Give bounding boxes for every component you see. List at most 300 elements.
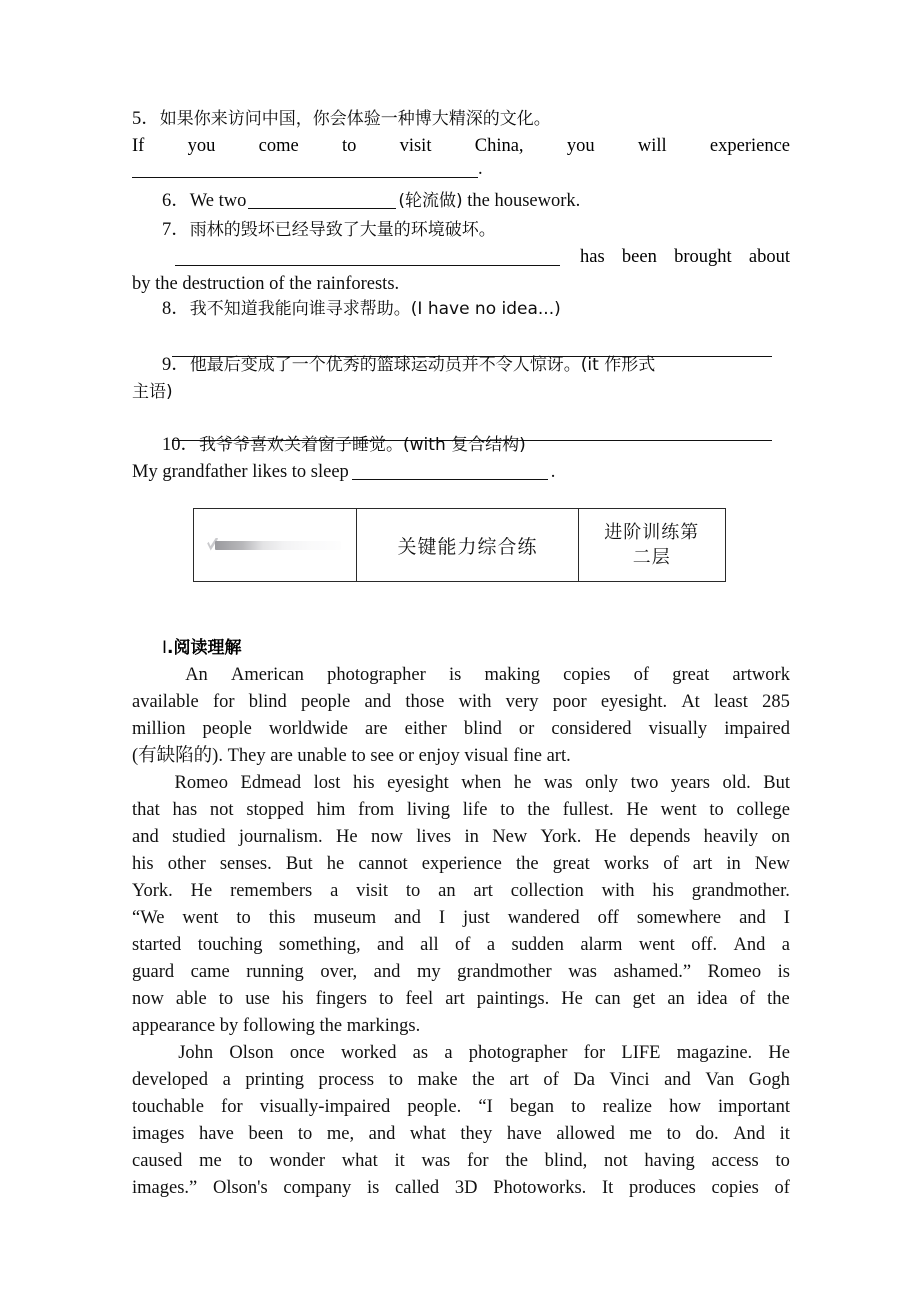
word: art	[445, 989, 465, 1009]
exercise-item-6	[132, 188, 580, 215]
word: developed	[132, 1070, 209, 1090]
word: do.	[695, 1124, 719, 1144]
paragraph-line	[132, 1175, 790, 1202]
paragraph-line	[132, 1040, 790, 1067]
word: for	[583, 1043, 606, 1063]
word: wandered	[507, 908, 580, 928]
word: And	[733, 1124, 766, 1144]
word: York.	[540, 827, 582, 847]
word: touching	[197, 935, 263, 955]
word: was	[421, 1151, 451, 1171]
word: ashamed.”	[613, 962, 692, 982]
word: of	[633, 665, 650, 685]
exercise-item-7	[132, 217, 790, 298]
word: in	[726, 854, 741, 874]
reading-paragraph-3	[132, 1040, 790, 1202]
word: journalism.	[238, 827, 323, 847]
item-7-english-continuation: by the destruction of the rainforests.	[132, 274, 400, 294]
word: called	[395, 1178, 440, 1198]
word: and	[394, 908, 421, 928]
reading-paragraph-2	[132, 770, 790, 1040]
item-5-answer-blank[interactable]	[132, 177, 478, 178]
word: his	[352, 773, 375, 793]
word: idea	[696, 989, 728, 1009]
word: “I	[478, 1097, 493, 1117]
word: able	[175, 989, 207, 1009]
word: experience	[709, 136, 790, 156]
word: was	[543, 773, 573, 793]
word: he	[513, 773, 532, 793]
word: me	[629, 1124, 653, 1144]
word: is	[777, 962, 790, 982]
word: in	[464, 827, 479, 847]
word: and	[377, 935, 404, 955]
item-9-chinese-line-1	[132, 352, 790, 379]
word: images.”	[132, 1178, 198, 1198]
word: blind,	[544, 1151, 588, 1171]
word: a	[486, 935, 496, 955]
banner-level-label	[604, 520, 699, 570]
item-5-chinese-text: 如果你来访问中国，你会体验一种博大精深的文化。	[159, 109, 551, 129]
word: a	[781, 935, 790, 955]
word: two	[630, 773, 659, 793]
word: fullest.	[562, 800, 614, 820]
word: has	[172, 800, 198, 820]
word: will	[637, 136, 667, 156]
banner-level-line-1: 进阶训练第	[604, 522, 700, 543]
word: with	[458, 692, 492, 712]
word: me,	[326, 1124, 355, 1144]
word: photographer	[327, 665, 426, 685]
word: what	[341, 1151, 378, 1171]
word: But	[285, 854, 313, 874]
item-5-answer-blank-row	[132, 160, 790, 187]
word: a	[222, 1070, 231, 1090]
word: cannot	[358, 854, 408, 874]
item-10-chinese-text: 我爷爷喜欢关着窗子睡觉。(with 复合结构)	[199, 435, 526, 455]
word: It	[602, 1178, 614, 1198]
word: to	[571, 1097, 586, 1117]
word: alarm	[580, 935, 623, 955]
word: went	[660, 800, 697, 820]
word: somewhere	[636, 908, 722, 928]
word: allowed	[556, 1124, 615, 1144]
paragraph-line	[132, 986, 790, 1013]
word: New	[754, 854, 790, 874]
word: Van	[705, 1070, 735, 1090]
word: stopped	[246, 800, 304, 820]
paragraph-line	[132, 905, 790, 932]
exercise-item-5	[132, 106, 790, 187]
word: senses.	[219, 854, 272, 874]
word: Olson's	[212, 1178, 268, 1198]
item-7-chinese-line	[132, 217, 790, 244]
item-5-number: 5．	[132, 109, 160, 129]
reading-paragraph-1	[132, 662, 790, 770]
word: art	[473, 881, 493, 901]
banner-title-label: 关键能力综合练	[397, 535, 538, 558]
word: to	[236, 908, 251, 928]
paragraph-line	[132, 770, 790, 797]
word: great	[552, 854, 590, 874]
word: lost	[313, 773, 341, 793]
paragraph-line	[132, 1148, 790, 1175]
word: Vinci	[609, 1070, 650, 1090]
word: college	[736, 800, 790, 820]
word: produces	[629, 1178, 696, 1198]
word: remembers	[230, 881, 313, 901]
word: people	[300, 692, 351, 712]
word: can	[594, 989, 621, 1009]
word: they	[460, 1124, 493, 1144]
word: copies	[711, 1178, 759, 1198]
word: He	[336, 827, 358, 847]
word: an	[667, 989, 685, 1009]
word: visually	[648, 719, 708, 739]
word: old.	[722, 773, 751, 793]
word: LIFE	[621, 1043, 661, 1063]
word: least	[714, 692, 748, 712]
word: are	[365, 719, 388, 739]
word: went	[182, 908, 219, 928]
word: has	[580, 247, 605, 267]
word: to	[405, 881, 421, 901]
paragraph-line	[132, 1067, 790, 1094]
word: he	[326, 854, 345, 874]
word: 3D	[454, 1178, 478, 1198]
word: it	[779, 1124, 790, 1144]
word: me	[199, 1151, 222, 1171]
word: came	[190, 962, 230, 982]
word: access	[711, 1151, 759, 1171]
word: He	[594, 827, 617, 847]
word: Edmead	[240, 773, 302, 793]
item-7-answer-blank[interactable]	[175, 265, 560, 266]
word: a	[444, 1043, 453, 1063]
reading-section-heading	[132, 633, 241, 658]
item-5-period: .	[478, 159, 483, 179]
word: paintings.	[476, 989, 550, 1009]
section-banner	[193, 508, 726, 582]
word: people.	[407, 1097, 462, 1117]
word: images	[132, 1124, 185, 1144]
word: studied	[172, 827, 226, 847]
word: He	[626, 800, 648, 820]
faded-highlight-bar-icon	[215, 541, 341, 550]
word: the	[505, 1151, 528, 1171]
word: process	[318, 1070, 375, 1090]
word: come	[258, 136, 299, 156]
item-9-chinese-line-2: 主语)	[132, 382, 173, 402]
word: on	[771, 827, 790, 847]
word: to	[218, 989, 234, 1009]
word: him	[316, 800, 346, 820]
word: 285	[762, 692, 790, 712]
item-10-english-text: My grandfather likes to sleep	[132, 462, 349, 482]
word: those	[405, 692, 445, 712]
word: sudden	[511, 935, 564, 955]
word: And	[733, 935, 766, 955]
word: the	[516, 854, 539, 874]
word: and	[132, 827, 159, 847]
paragraph-line	[132, 716, 790, 743]
word: and	[664, 1070, 691, 1090]
word: the	[472, 1070, 495, 1090]
item-6-text-after: the housework.	[467, 191, 581, 211]
item-8-chinese-text: 我不知道我能向谁寻求帮助。(I have no idea...)	[189, 299, 561, 319]
word: with	[601, 881, 635, 901]
word: to	[379, 989, 394, 1009]
word: experience	[421, 854, 502, 874]
word: an	[438, 881, 456, 901]
word: heavily	[703, 827, 759, 847]
paragraph-line	[132, 932, 790, 959]
word: to	[341, 136, 357, 156]
word: great	[672, 665, 710, 685]
word: I	[783, 908, 790, 928]
word: to	[238, 1151, 253, 1171]
word: worldwide	[268, 719, 348, 739]
word: grandmother.	[691, 881, 790, 901]
word: “We	[132, 908, 165, 928]
word: poor	[552, 692, 587, 712]
word: you	[187, 136, 216, 156]
word: to	[297, 1124, 313, 1144]
word: magazine.	[676, 1043, 753, 1063]
word: life	[462, 800, 488, 820]
word: not	[604, 1151, 628, 1171]
item-6-answer-blank[interactable]	[248, 193, 396, 209]
word: my	[416, 962, 441, 982]
word: make	[417, 1070, 458, 1090]
word: An	[185, 665, 208, 685]
paragraph-line	[132, 959, 790, 986]
word: important	[718, 1097, 790, 1117]
word: other	[167, 854, 206, 874]
word: all	[420, 935, 439, 955]
word: million	[132, 719, 186, 739]
word: you	[566, 136, 595, 156]
word: visually-impaired	[259, 1097, 391, 1117]
word: visit	[399, 136, 432, 156]
word: museum	[313, 908, 377, 928]
word: photographer	[468, 1043, 568, 1063]
paragraph-line	[132, 851, 790, 878]
word: grandmother	[457, 962, 552, 982]
word: But	[763, 773, 790, 793]
word: about	[748, 247, 790, 267]
word: been	[621, 247, 657, 267]
banner-level-line-2: 二层	[632, 547, 671, 568]
word: considered	[551, 719, 632, 739]
word: went	[638, 935, 675, 955]
word: for	[212, 692, 235, 712]
word: and	[739, 908, 766, 928]
word: get	[632, 989, 656, 1009]
word: something,	[278, 935, 361, 955]
word: brought	[674, 247, 732, 267]
word: fingers	[315, 989, 367, 1009]
item-5-english-line	[132, 133, 790, 160]
word: off	[597, 908, 619, 928]
word: or	[518, 719, 535, 739]
word: that	[132, 800, 160, 820]
paragraph-indent	[132, 1040, 162, 1067]
paragraph-line	[132, 662, 790, 689]
word: eyesight.	[600, 692, 668, 712]
word: not	[209, 800, 234, 820]
item-9-number: 9．	[162, 355, 190, 375]
word: New	[492, 827, 528, 847]
word: and	[364, 692, 392, 712]
word: making	[484, 665, 540, 685]
paragraph-indent	[132, 770, 162, 797]
item-10-period: .	[550, 462, 556, 482]
word: is	[448, 665, 462, 685]
word: for	[467, 1151, 489, 1171]
word: of	[663, 854, 679, 874]
word: I	[438, 908, 445, 928]
word: been	[248, 1124, 284, 1144]
word: artwork	[732, 665, 790, 685]
item-10-english-line	[132, 459, 555, 486]
word: have	[506, 1124, 542, 1144]
word: eyesight	[387, 773, 449, 793]
word: blind	[463, 719, 502, 739]
word: how	[669, 1097, 701, 1117]
word: over,	[320, 962, 358, 982]
word: started	[132, 935, 182, 955]
word: this	[268, 908, 296, 928]
word: York.	[132, 881, 173, 901]
word: copies	[563, 665, 611, 685]
word: lives	[416, 827, 452, 847]
word: visit	[356, 881, 389, 901]
word: art	[509, 1070, 529, 1090]
word: when	[461, 773, 502, 793]
word: Olson	[229, 1043, 274, 1063]
item-6-hint: (轮流做)	[398, 191, 463, 211]
word: collection	[510, 881, 584, 901]
word: realize	[602, 1097, 652, 1117]
word: having	[644, 1151, 695, 1171]
word: John	[178, 1043, 214, 1063]
word: guard	[132, 962, 175, 982]
word: his	[652, 881, 674, 901]
word: off.	[691, 935, 718, 955]
item-9-chinese-text-1: 他最后变成了一个优秀的篮球运动员并不令人惊讶。(it 作形式	[189, 355, 656, 375]
word: American	[231, 665, 304, 685]
item-7-chinese-text: 雨林的毁坏已经导致了大量的环境破坏。	[189, 220, 496, 240]
word: Romeo	[174, 773, 228, 793]
word: his	[281, 989, 304, 1009]
word: either	[404, 719, 447, 739]
word: company	[283, 1178, 352, 1198]
word: for	[221, 1097, 243, 1117]
paragraph-line	[132, 689, 790, 716]
word: very	[505, 692, 539, 712]
item-10-answer-blank[interactable]	[352, 464, 548, 480]
word: from	[358, 800, 395, 820]
word: to	[666, 1124, 681, 1144]
word: available	[132, 692, 199, 712]
word: a	[330, 881, 339, 901]
paragraph-line	[132, 824, 790, 851]
word: to	[775, 1151, 790, 1171]
word: was	[568, 962, 597, 982]
word: He	[561, 989, 583, 1009]
word: Gogh	[748, 1070, 790, 1090]
item-6-text-before: We two	[189, 191, 247, 211]
banner-cell-decoration	[194, 509, 357, 581]
word: once	[289, 1043, 325, 1063]
paragraph-line	[132, 797, 790, 824]
paragraph-line	[132, 1094, 790, 1121]
word: touchable	[132, 1097, 204, 1117]
word: the	[527, 800, 550, 820]
paragraph-line	[132, 878, 790, 905]
word: of	[455, 935, 471, 955]
item-8-chinese-line	[132, 296, 790, 323]
word: depends	[629, 827, 691, 847]
word: running	[246, 962, 304, 982]
word: just	[462, 908, 490, 928]
word: Da	[573, 1070, 595, 1090]
item-8-number: 8．	[162, 299, 190, 319]
word: it	[394, 1151, 405, 1171]
document-page	[132, 0, 790, 1302]
word: He	[190, 881, 213, 901]
word: blind	[248, 692, 287, 712]
word: years	[670, 773, 710, 793]
item-10-chinese-line	[132, 432, 555, 459]
exercise-item-10	[132, 432, 555, 486]
word: If	[132, 136, 145, 156]
word: impaired	[724, 719, 790, 739]
word: use	[245, 989, 270, 1009]
word: art	[692, 854, 713, 874]
word: of	[774, 1178, 790, 1198]
word: wonder	[269, 1151, 326, 1171]
word: is	[366, 1178, 380, 1198]
word: the	[767, 989, 790, 1009]
word: Photoworks.	[493, 1178, 587, 1198]
word: of	[543, 1070, 559, 1090]
banner-cell-title	[357, 509, 578, 581]
item-7-blank-line	[132, 244, 790, 271]
word: He	[768, 1043, 790, 1063]
word: living	[406, 800, 451, 820]
word: began	[509, 1097, 555, 1117]
word: to	[388, 1070, 403, 1090]
word: caused	[132, 1151, 183, 1171]
word: what	[409, 1124, 446, 1144]
banner-cell-level	[579, 509, 725, 581]
item-6-number: 6．	[162, 191, 190, 211]
word: his	[132, 854, 154, 874]
word: and	[368, 1124, 396, 1144]
item-5-chinese-line	[132, 106, 790, 133]
word: China,	[474, 136, 524, 156]
heading-text: .阅读理解	[167, 638, 242, 658]
word: works	[603, 854, 650, 874]
paragraph-indent	[132, 662, 162, 689]
item-7-number: 7．	[162, 220, 190, 240]
paragraph-line	[132, 1121, 790, 1148]
word: now	[370, 827, 403, 847]
word: and	[373, 962, 401, 982]
word: feel	[405, 989, 434, 1009]
